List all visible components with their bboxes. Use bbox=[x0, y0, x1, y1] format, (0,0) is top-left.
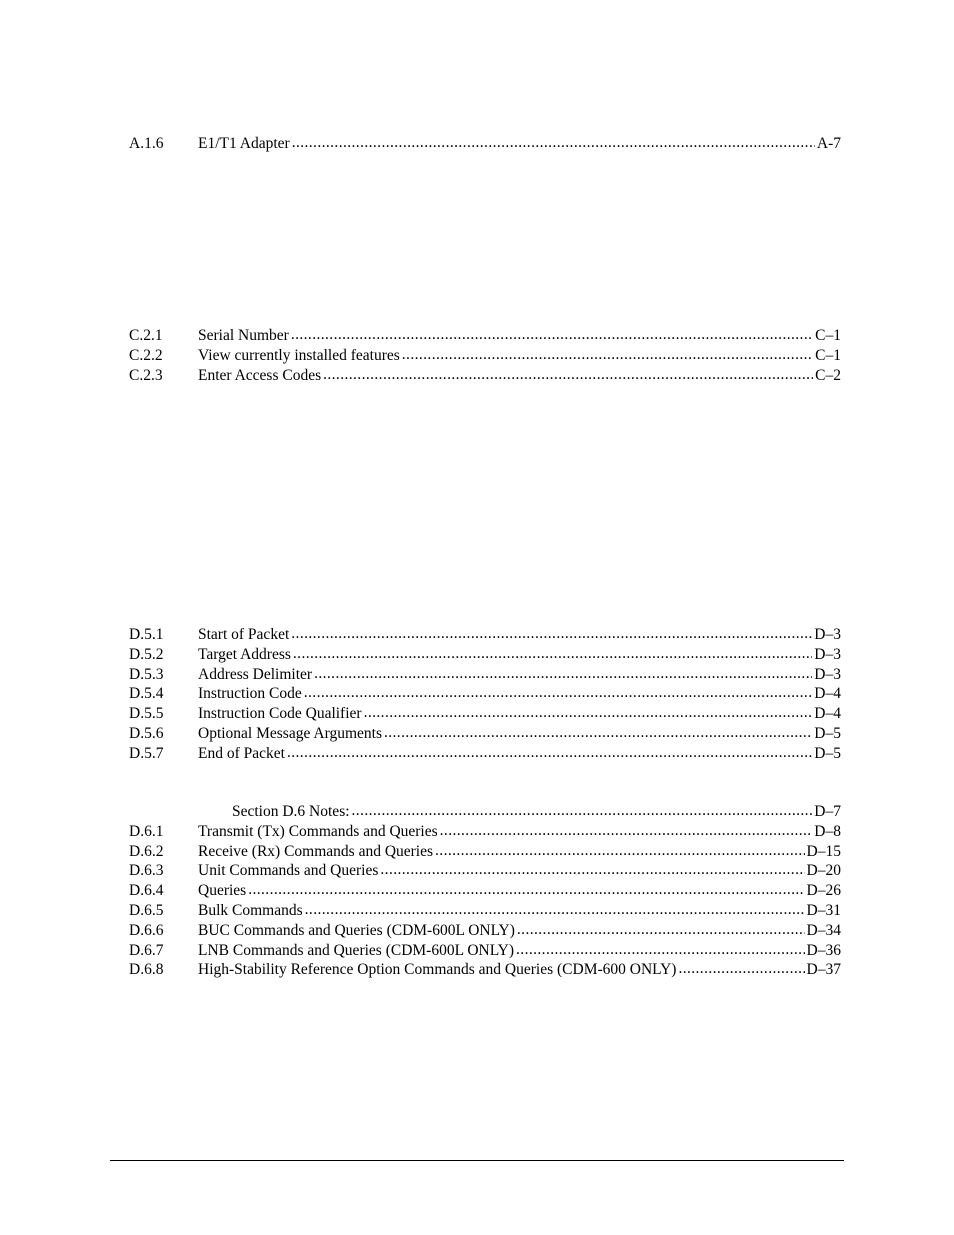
toc-entry-page: D–20 bbox=[806, 862, 841, 880]
toc-entry-title: Transmit (Tx) Commands and Queries bbox=[198, 822, 438, 840]
toc-entry-number: D.6.2 bbox=[129, 842, 164, 860]
toc-entry-number: D.6.4 bbox=[129, 882, 164, 900]
dot-leader bbox=[314, 664, 812, 684]
toc-entry-number: D.6.7 bbox=[129, 941, 164, 959]
toc-entry[interactable] bbox=[129, 366, 841, 386]
dot-leader bbox=[248, 880, 804, 900]
toc-entry[interactable] bbox=[129, 941, 841, 961]
dot-leader bbox=[304, 683, 813, 703]
dot-leader bbox=[293, 644, 812, 664]
toc-entry-page: D–8 bbox=[814, 822, 841, 840]
toc-entry-number: D.5.5 bbox=[129, 705, 164, 723]
dot-leader bbox=[291, 325, 813, 345]
toc-entry-number: C.2.1 bbox=[129, 327, 163, 344]
dot-leader bbox=[384, 723, 812, 743]
toc-entry-title: Receive (Rx) Commands and Queries bbox=[198, 842, 434, 860]
dot-leader bbox=[364, 703, 813, 723]
toc-group-d5 bbox=[129, 625, 841, 764]
toc-entry-number: D.5.6 bbox=[129, 724, 164, 742]
toc-entry-title: Instruction Code Qualifier bbox=[198, 705, 362, 723]
toc-entry[interactable] bbox=[129, 802, 841, 822]
toc-entry[interactable] bbox=[129, 704, 841, 724]
toc-entry-number: C.2.2 bbox=[129, 346, 163, 364]
dot-leader bbox=[517, 920, 805, 940]
toc-entry-page: D–31 bbox=[806, 901, 841, 919]
dot-leader bbox=[402, 345, 813, 365]
dot-leader bbox=[440, 821, 813, 841]
toc-entry-page: D–5 bbox=[814, 744, 841, 762]
toc-entry[interactable] bbox=[129, 881, 841, 901]
toc-entry-title: LNB Commands and Queries (CDM-600L ONLY) bbox=[198, 941, 515, 959]
dot-leader bbox=[380, 860, 804, 880]
dot-leader bbox=[305, 900, 805, 920]
toc-entry-title: Unit Commands and Queries bbox=[198, 862, 379, 880]
dot-leader bbox=[352, 801, 813, 821]
dot-leader bbox=[678, 959, 804, 979]
toc-entry-title: View currently installed features bbox=[198, 346, 400, 364]
toc-entry-title: Enter Access Codes bbox=[198, 366, 322, 384]
toc-entry[interactable] bbox=[129, 822, 841, 842]
toc-entry-title: Address Delimiter bbox=[198, 665, 313, 683]
toc-entry-page: D–5 bbox=[814, 724, 841, 742]
toc-entry-number: D.5.2 bbox=[129, 645, 164, 663]
toc-entry-number: D.6.6 bbox=[129, 921, 164, 939]
toc-entry-page: C–1 bbox=[815, 327, 841, 344]
toc-group-d6 bbox=[129, 802, 841, 980]
toc-entry-page: C–1 bbox=[815, 346, 841, 364]
toc-entry[interactable] bbox=[129, 326, 841, 346]
toc-entry-title: End of Packet bbox=[198, 744, 285, 762]
toc-entry[interactable] bbox=[129, 665, 841, 685]
toc-entry-title: Section D.6 Notes: bbox=[232, 803, 350, 820]
toc-group-c bbox=[129, 326, 841, 385]
toc-entry-page: D–4 bbox=[814, 685, 841, 703]
toc-entry-page: D–37 bbox=[806, 961, 841, 979]
toc-entry-page: D–15 bbox=[806, 842, 841, 860]
toc-entry[interactable] bbox=[129, 134, 841, 154]
toc-entry-title: Start of Packet bbox=[198, 626, 290, 643]
toc-entry-page: D–4 bbox=[814, 705, 841, 723]
toc-entry[interactable] bbox=[129, 645, 841, 665]
toc-entry[interactable] bbox=[129, 960, 841, 980]
dot-leader bbox=[287, 743, 812, 763]
toc-entry-page: D–34 bbox=[806, 921, 841, 939]
toc-entry-page: A-7 bbox=[816, 135, 841, 152]
toc-entry-title: Instruction Code bbox=[198, 685, 302, 703]
toc-entry-page: D–3 bbox=[814, 645, 841, 663]
toc-entry-page: C–2 bbox=[815, 366, 841, 384]
toc-entry-title: Serial Number bbox=[198, 327, 289, 344]
toc-entry-number: A.1.6 bbox=[129, 135, 164, 152]
footer-rule bbox=[110, 1160, 844, 1161]
toc-entry-title: E1/T1 Adapter bbox=[198, 135, 290, 152]
toc-entry-page: D–3 bbox=[814, 626, 841, 643]
toc-entry-page: D–3 bbox=[814, 665, 841, 683]
toc-entry-title: Optional Message Arguments bbox=[198, 724, 382, 742]
toc-entry-number: D.6.8 bbox=[129, 961, 164, 979]
toc-entry-title: BUC Commands and Queries (CDM-600L ONLY) bbox=[198, 921, 515, 939]
toc-entry-title: Queries bbox=[198, 882, 247, 900]
toc-entry-number: D.6.5 bbox=[129, 901, 164, 919]
toc-entry[interactable] bbox=[129, 921, 841, 941]
toc-entry-number: D.6.3 bbox=[129, 862, 164, 880]
toc-entry[interactable] bbox=[129, 625, 841, 645]
dot-leader bbox=[323, 365, 813, 385]
toc-entry-number: D.5.3 bbox=[129, 665, 164, 683]
toc-entry[interactable] bbox=[129, 724, 841, 744]
toc-entry-title: High-Stability Reference Option Commands and Queries (CDM-600 ONLY) bbox=[198, 961, 677, 979]
toc-entry-number: D.5.1 bbox=[129, 626, 164, 643]
toc-entry-number: D.5.7 bbox=[129, 744, 164, 762]
dot-leader bbox=[291, 624, 812, 644]
toc-entry[interactable] bbox=[129, 901, 841, 921]
toc-entry-page: D–26 bbox=[806, 882, 841, 900]
toc-entry[interactable] bbox=[129, 744, 841, 764]
toc-entry-number: C.2.3 bbox=[129, 366, 163, 384]
toc-entry[interactable] bbox=[129, 346, 841, 366]
toc-entry-page: D–36 bbox=[806, 941, 841, 959]
dot-leader bbox=[292, 133, 815, 153]
toc-entry-title: Target Address bbox=[198, 645, 291, 663]
toc-entry[interactable] bbox=[129, 861, 841, 881]
toc-group-a bbox=[129, 134, 841, 154]
toc-entry-page: D–7 bbox=[814, 803, 841, 820]
toc-entry-title: Bulk Commands bbox=[198, 901, 303, 919]
toc-entry[interactable] bbox=[129, 842, 841, 862]
toc-entry-number: D.6.1 bbox=[129, 822, 164, 840]
toc-entry[interactable] bbox=[129, 684, 841, 704]
toc-entry-number: D.5.4 bbox=[129, 685, 164, 703]
dot-leader bbox=[516, 940, 805, 960]
dot-leader bbox=[435, 841, 805, 861]
